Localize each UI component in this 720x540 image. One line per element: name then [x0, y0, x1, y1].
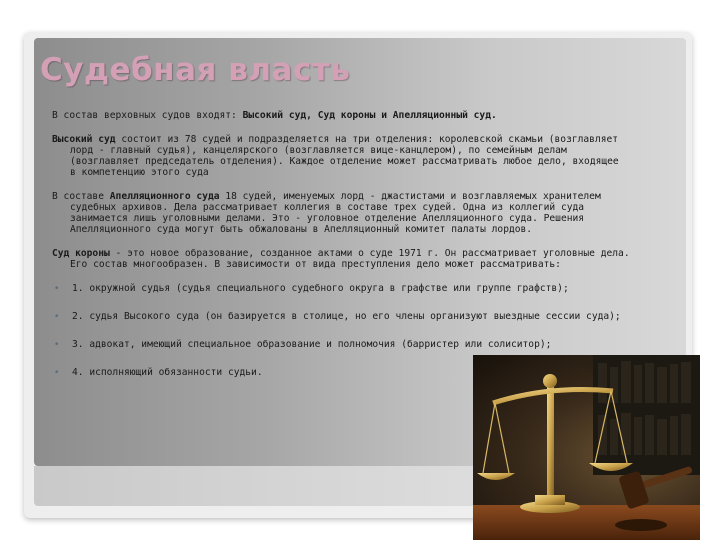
- list-item: [52, 339, 677, 350]
- crown-court-line-1: - это новое образование, созданное актами о суде 1971 г. Он рассматривает уголовные дела.: [109, 248, 630, 259]
- list-item-text: 2. судья Высокого суда (он базируется в столице, но его члены организуют выездные сессии суда);: [72, 311, 621, 322]
- bullet-icon: •: [54, 340, 60, 350]
- appeal-court-paragraph: [52, 191, 677, 235]
- bullet-icon: •: [54, 284, 60, 294]
- crown-court-line-2: Его состав многообразен. В зависимости от вида преступления дело может рассматривать:: [70, 259, 561, 270]
- bullet-icon: •: [54, 312, 60, 322]
- bullet-icon: •: [54, 368, 60, 378]
- appeal-court-term: Апелляционного суда: [109, 191, 220, 202]
- scales-of-justice-photo: [473, 355, 700, 540]
- high-court-line-4: в компетенцию этого суда: [70, 167, 209, 178]
- high-court-line-3: (возглавляет председатель отделения). Каждое отделение может рассматривать любое дело, входящее: [70, 156, 619, 167]
- appeal-court-line-2: судебных архивов. Дела рассматривает коллегия в составе трех судей. Одна из коллегий суда: [70, 202, 585, 213]
- high-court-line-1: состоит из 78 судей и подразделяется на три отделения: королевской скамьи (возглавляет: [115, 134, 619, 145]
- intro-lead: В состав верховных судов входят:: [52, 110, 243, 121]
- appeal-court-line-1: 18 судей, именуемых лорд - джастистами и возглавляемых хранителем: [219, 191, 601, 202]
- high-court-term: Высокий суд: [52, 134, 116, 145]
- appeal-court-line-4: Апелляционного суда могут быть обжалованы в Апелляционный комитет палаты лордов.: [70, 224, 533, 235]
- intro-paragraph: [52, 110, 677, 121]
- list-item-text: 3. адвокат, имеющий специальное образование и полномочия (барристер или солиситор);: [72, 339, 552, 350]
- appeal-court-line-3: занимается лишь уголовными делами. Это - уголовное отделение Апелляционного суда. Решения: [70, 213, 585, 224]
- crown-court-term: Суд короны: [52, 248, 110, 259]
- scales-of-justice-icon: [473, 355, 700, 540]
- intro-courts: Высокий суд, Суд короны и Апелляционный суд.: [242, 110, 497, 121]
- list-item: [52, 311, 677, 322]
- high-court-paragraph: [52, 134, 677, 178]
- slide-body: [52, 110, 677, 395]
- list-item-text: 1. окружной судья (судья специального судебного округа в графстве или группе графств);: [72, 283, 569, 294]
- list-item-text: 4. исполняющий обязанности судьи.: [72, 367, 263, 378]
- crown-court-paragraph: [52, 248, 677, 270]
- slide-title: Судебная власть: [40, 52, 351, 88]
- appeal-court-lead: В составе: [52, 191, 110, 202]
- list-item: [52, 283, 677, 294]
- high-court-line-2: лорд - главный судья), канцелярского (возглавляется вице-канцлером), по семейным делам: [70, 145, 567, 156]
